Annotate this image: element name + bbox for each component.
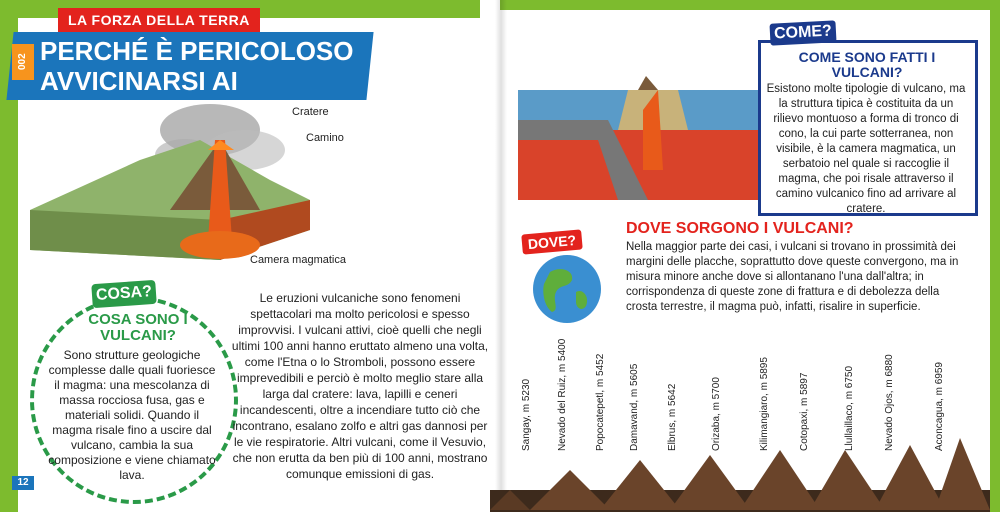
- page-title: PERCHÉ È PERICOLOSO AVVICINARSI AI CRATERI?: [40, 36, 354, 126]
- volcano-label: Cotopaxi, m 5897: [799, 372, 810, 451]
- volcano-label: Aconcagua, m 6959: [934, 362, 945, 451]
- volcano-label: Popocatepetl, m 5452: [595, 353, 606, 451]
- main-body-text: Le eruzioni vulcaniche sono fenomeni spettacolari ma molto pericolosi e spesso improvvisi. I vulcani attivi, cioè quelli che negli ultimi 100 anni hanno eruttato almeno una volta, come l'Etna o lo Stromboli, possono essere imprevedibili e perciò è molto meglio stare alla larga dal cratere: lava, lapilli e ceneri incandescenti, oltre a incendiare tutto ciò che incontrano, esalano zolfo e altri gas dannosi per le vie respiratorie. Altri vulcani, come il Vesuvio, che non erutta da ben più di 100 anni, mostrano comunque emissioni di gas.: [231, 291, 489, 481]
- volcano-label: Orizaba, m 5700: [711, 377, 722, 451]
- globe-icon: [530, 252, 604, 326]
- volcano-cross-section-illustration: [20, 100, 310, 270]
- label-camera-magmatica: Camera magmatica: [250, 254, 346, 266]
- cosa-body: Sono strutture geologiche complesse dalle quali fuoriesce il magma: una mescolanza di massa rocciosa fusa, gas e materiali solidi. Quando il magma risale fino a uscire dal vulcano, cambia la sua composizione e viene chiamato lava.: [48, 348, 216, 482]
- dove-body: Nella maggior parte dei casi, i vulcani si trovano in prossimità dei margini delle placche, soprattutto dove queste convergono, ma in misura minore anche dove si allontanano l'una dall'altra; in corrispondenza di queste zone di frattura e di debolezza della crosta terrestre, il magma può, infatti, risalire in superficie.: [626, 241, 959, 313]
- subduction-diagram: [518, 50, 758, 200]
- page-number: 12: [12, 476, 34, 490]
- volcano-label: Elbrus, m 5642: [667, 383, 678, 451]
- green-border-right: [990, 0, 1000, 512]
- dove-tag: DOVE?: [521, 229, 583, 254]
- volcano-label: Nevado Ojos, m 6880: [884, 354, 895, 451]
- volcano-strip: [490, 430, 990, 512]
- volcano-label: Kilimangiaro, m 5895: [759, 357, 770, 451]
- come-heading: COME SONO FATTI I VULCANI?: [798, 49, 936, 80]
- label-cratere: Cratere: [292, 106, 329, 118]
- label-camino: Camino: [306, 132, 344, 144]
- dove-heading: DOVE SORGONO I VULCANI?: [626, 220, 854, 237]
- title-number: 002: [12, 44, 34, 80]
- volcano-label: Damavand, m 5605: [629, 363, 640, 451]
- volcano-label: Sangay, m 5230: [521, 378, 532, 451]
- section-tag: LA FORZA DELLA TERRA: [58, 8, 260, 32]
- volcano-label: Nevado del Ruiz, m 5400: [557, 338, 568, 451]
- come-body: Esistono molte tipologie di vulcano, ma la struttura tipica è costituita da un rilievo montuoso a forma di tronco di cono, la cui parte sotterranea, non visibile, è la camera magmatica, un serbatoio nel quale si raccoglie il magma, che poi risale attraverso il camino vulcanico fino ad arrivare al cratere.: [766, 83, 966, 215]
- cosa-tag: COSA?: [91, 280, 157, 308]
- volcano-label: Llullaillaco, m 6750: [844, 365, 855, 451]
- come-tag: COME?: [769, 20, 836, 45]
- green-border-top-right: [500, 0, 1000, 10]
- cosa-heading: COSA SONO I VULCANI?: [88, 311, 188, 344]
